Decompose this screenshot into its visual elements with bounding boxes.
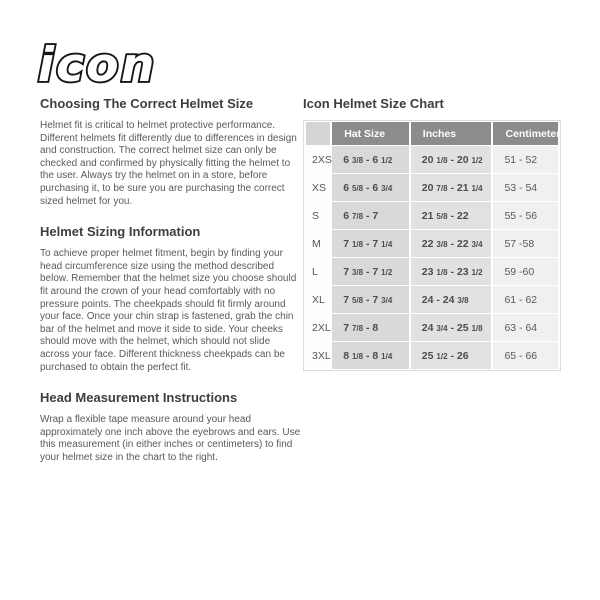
hat-size-cell: 8 1/8 - 8 1/4 bbox=[332, 342, 409, 369]
section-heading: Choosing The Correct Helmet Size bbox=[40, 96, 254, 111]
hat-size-cell: 7 7/8 - 8 bbox=[332, 314, 409, 341]
hat-size-cell: 6 7/8 - 7 bbox=[332, 202, 409, 229]
inches-cell: 20 1/8 - 20 1/2 bbox=[411, 146, 492, 173]
table-row bbox=[306, 286, 558, 313]
size-cell: XL bbox=[306, 286, 330, 313]
column-header-centimeters: Centimeters bbox=[493, 122, 558, 145]
size-cell: 3XL bbox=[306, 342, 330, 369]
table-row bbox=[306, 230, 558, 257]
hat-size-cell: 6 5/8 - 6 3/4 bbox=[332, 174, 409, 201]
size-cell: 2XS bbox=[306, 146, 330, 173]
table-row bbox=[306, 202, 558, 229]
column-header-hat-size: Hat Size bbox=[332, 122, 409, 145]
inches-cell: 23 1/8 - 23 1/2 bbox=[411, 258, 492, 285]
table-row bbox=[306, 314, 558, 341]
centimeters-cell: 51 - 52 bbox=[493, 146, 558, 173]
section-heading: Helmet Sizing Information bbox=[40, 224, 201, 240]
centimeters-cell: 59 -60 bbox=[493, 258, 558, 285]
corner-cell bbox=[306, 122, 330, 145]
centimeters-cell: 57 -58 bbox=[493, 230, 558, 257]
table-row bbox=[306, 174, 558, 201]
size-cell: 2XL bbox=[306, 314, 330, 341]
icon-brand-logo bbox=[34, 42, 186, 90]
centimeters-cell: 61 - 62 bbox=[493, 286, 558, 313]
size-chart-table bbox=[304, 121, 567, 370]
table-row bbox=[306, 342, 558, 369]
inches-cell: 22 3/8 - 22 3/4 bbox=[411, 230, 492, 257]
size-cell: M bbox=[306, 230, 330, 257]
hat-size-cell: 6 3/8 - 6 1/2 bbox=[332, 146, 409, 173]
hat-size-cell: 7 1/8 - 7 1/4 bbox=[332, 230, 409, 257]
centimeters-cell: 55 - 56 bbox=[493, 202, 558, 229]
size-cell: S bbox=[306, 202, 330, 229]
size-chart-table-wrap bbox=[303, 120, 567, 371]
centimeters-cell: 53 - 54 bbox=[493, 174, 558, 201]
table-row bbox=[306, 258, 558, 285]
section-sizing-information bbox=[40, 224, 302, 374]
size-cell: XS bbox=[306, 174, 330, 201]
table-header-row bbox=[306, 122, 558, 145]
inches-cell: 24 3/4 - 25 1/8 bbox=[411, 314, 492, 341]
inches-cell: 20 7/8 - 21 1/4 bbox=[411, 174, 492, 201]
section-body: Helmet fit is critical to helmet protective performance. Different helmets fit differently due to differences in design and construction. The correct helmet size can only be checked and confirmed by physically fitting the helmet to the user. Always try the helmet on in a store, before purchasing it, to be sure you are purchasing the correct sized helmet for you. bbox=[40, 120, 297, 207]
inches-cell: 24 - 24 3/8 bbox=[411, 286, 492, 313]
size-chart-body bbox=[306, 146, 558, 369]
centimeters-cell: 65 - 66 bbox=[493, 342, 558, 369]
inches-cell: 21 5/8 - 22 bbox=[411, 202, 492, 229]
table-row bbox=[306, 146, 558, 173]
section-head-measurement bbox=[40, 390, 302, 464]
size-cell: L bbox=[306, 258, 330, 285]
section-heading: Head Measurement Instructions bbox=[40, 390, 238, 406]
section-body: To achieve proper helmet fitment, begin by finding your head circumference size using the method described below. Remember that the helmet size you choose should fit around the crown of your head comfortably with no pressure points. The cheekpads should fit firmly around your face. Once your chin strap is fastened, grab the chin bar of the helmet and move it side to side. Your cheeks should move with the helmet, which should not slide across your face. Different thickness cheekpads can be purchased to obtain the perfect fit. bbox=[40, 248, 297, 373]
section-body: Wrap a flexible tape measure around your head approximately one inch above the eyebrows and ears. Use this measurement (in either inches or centimeters) to find your helmet size in the chart to the right. bbox=[40, 414, 301, 463]
size-chart-title: Icon Helmet Size Chart bbox=[303, 96, 444, 111]
section-choosing-size bbox=[40, 96, 302, 208]
instructions-column bbox=[40, 96, 302, 480]
centimeters-cell: 63 - 64 bbox=[493, 314, 558, 341]
hat-size-cell: 7 3/8 - 7 1/2 bbox=[332, 258, 409, 285]
icon-logo-icon bbox=[34, 42, 186, 90]
logo-text: icon bbox=[37, 42, 157, 90]
size-chart-column bbox=[303, 96, 567, 371]
hat-size-cell: 7 5/8 - 7 3/4 bbox=[332, 286, 409, 313]
inches-cell: 25 1/2 - 26 bbox=[411, 342, 492, 369]
column-header-inches: Inches bbox=[411, 122, 492, 145]
